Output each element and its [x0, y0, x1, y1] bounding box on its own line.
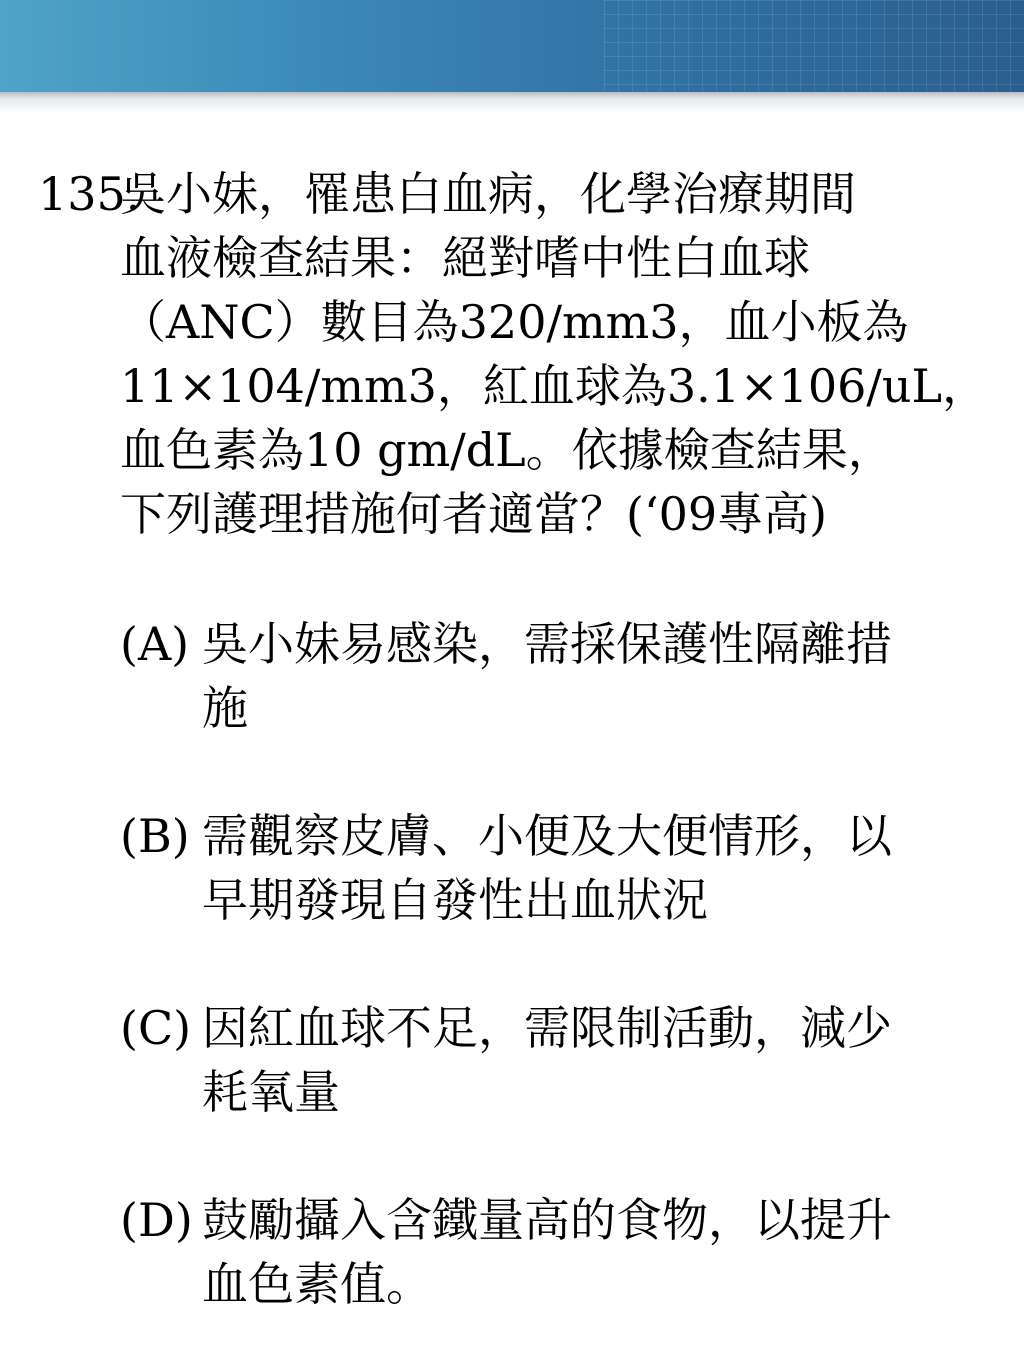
option-line: 施	[202, 681, 248, 735]
banner-divider	[0, 92, 1024, 100]
option-text	[202, 1188, 1002, 1316]
option-line: 吳小妹易感染，需採保護性隔離措	[202, 617, 892, 671]
question-stem	[120, 162, 1000, 546]
banner-grid-pattern	[604, 0, 1024, 92]
option-label: (A)	[120, 617, 190, 671]
option-line: 耗氧量	[202, 1065, 340, 1119]
option-text	[202, 996, 1002, 1124]
option-label: (C)	[120, 1001, 192, 1055]
header-banner	[0, 0, 1024, 92]
option-text	[202, 612, 1002, 740]
option-line: 需觀察皮膚、小便及大便情形，以	[202, 809, 892, 863]
stem-line: 血色素為10 gm/dL。依據檢查結果，	[120, 423, 894, 477]
option-line: 早期發現自發性出血狀況	[202, 873, 708, 927]
stem-line: 吳小妹，罹患白血病，化學治療期間	[120, 167, 856, 221]
option-line: 鼓勵攝入含鐵量高的食物，以提升	[202, 1193, 892, 1247]
option-label: (B)	[120, 809, 190, 863]
stem-line: （ANC）數目為320/mm3，血小板為	[120, 295, 909, 349]
option-line: 因紅血球不足，需限制活動，減少	[202, 1001, 892, 1055]
stem-line: 下列護理措施何者適當？(‘09專高)	[120, 487, 828, 541]
option-text	[202, 804, 1002, 932]
stem-line: 血液檢查結果：絕對嗜中性白血球	[120, 231, 810, 285]
option-line: 血色素值。	[202, 1257, 432, 1311]
banner-shadow	[0, 100, 1024, 114]
stem-line: 11×104/mm3，紅血球為3.1×106/uL，	[120, 359, 989, 413]
option-label: (D)	[120, 1193, 193, 1247]
question-number: 135.	[38, 167, 141, 221]
